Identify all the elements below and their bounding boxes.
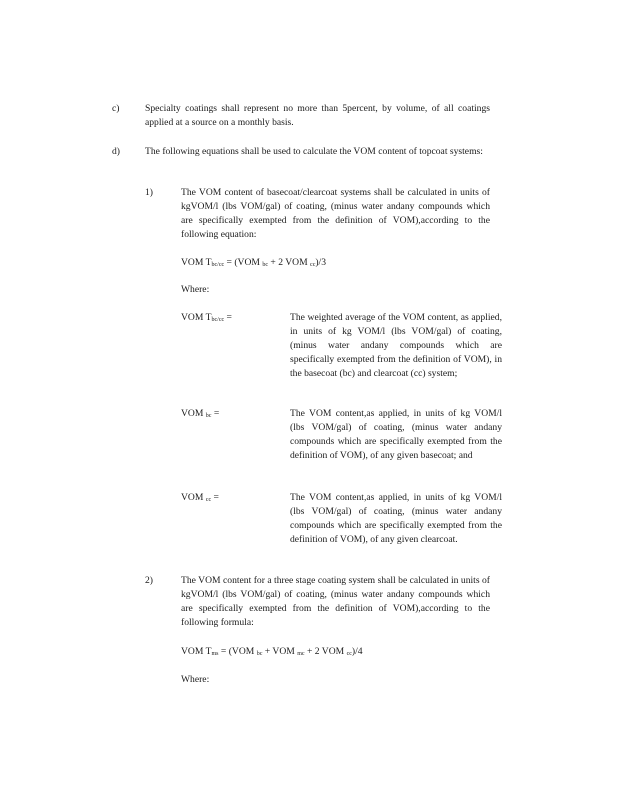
equation-mid-subscript: bc (262, 262, 269, 268)
equation-lhs-subscript: bc/cc (211, 262, 225, 268)
sub-2-text: The VOM content for a three stage coating system shall be calculated in units of kgVOM/l (lbs VOM/gal) of coating, (minus water andany compounds which are specifically exempted from the definition of VOM),according to the following formula: (181, 575, 490, 628)
definition-equals: = (211, 492, 219, 503)
item-d-text: The following equations shall be used to calculate the VOM content of topcoat systems: (145, 146, 483, 157)
equation-tail-subscript: cc (310, 262, 316, 268)
equation-end: )/3 (315, 257, 327, 268)
equation-mid-subscript: bc (256, 651, 263, 657)
definition-term-text: VOM (181, 408, 206, 419)
equation-tail2: + 2 VOM (304, 646, 347, 657)
equation-tail-subscript: mc (297, 651, 305, 657)
definition-term-text: VOM (181, 492, 206, 503)
equation-mid: = (VOM (224, 257, 263, 268)
definition-term-vom-t-bc-cc (181, 311, 232, 325)
definition-term-subscript: bc/cc (211, 317, 225, 323)
definition-equals: = (224, 312, 232, 323)
where-label-1: Where: (181, 284, 210, 295)
item-c-marker: c) (112, 103, 120, 114)
equation-ms (181, 645, 363, 659)
definition-term-vom-bc (181, 407, 219, 421)
item-d-marker: d) (112, 146, 120, 157)
definition-text-vom-cc: The VOM content,as applied, in units of kg VOM/l (lbs VOM/gal) of coating, (minus water andany compounds which are specifically exempted from the definition of VOM), of any given clearcoat. (290, 492, 502, 545)
definition-equals: = (211, 408, 220, 419)
item-c-text: Specialty coatings shall represent no more than 5percent, by volume, of all coatings applied at a source on a monthly basis. (145, 103, 490, 128)
equation-lhs: VOM T (181, 257, 212, 268)
equation-end: )/4 (351, 646, 363, 657)
sub-2-marker: 2) (145, 575, 153, 586)
equation-tail: + VOM (262, 646, 298, 657)
definition-term-text: VOM T (181, 312, 212, 323)
equation-tail: + 2 VOM (268, 257, 311, 268)
definition-text-vom-t-bc-cc: The weighted average of the VOM content, as applied, in units of kg VOM/l (lbs VOM/gal) of coating, (minus water andany compounds which are specifically exempted from the definition of VOM), in the basecoat (bc) and clearcoat (cc) system; (290, 312, 502, 379)
equation-bc-cc (181, 256, 326, 270)
equation-tail2-subscript: cc (346, 651, 352, 657)
equation-lhs-subscript: ms (211, 651, 219, 657)
definition-term-subscript: cc (205, 497, 212, 503)
definition-text-vom-bc: The VOM content,as applied, in units of kg VOM/l (lbs VOM/gal) of coating, (minus water andany compounds which are specifically exempted from the definition of VOM), of any given basecoat; and (290, 408, 502, 461)
definition-term-subscript: bc (205, 413, 212, 419)
sub-1-text: The VOM content of basecoat/clearcoat systems shall be calculated in units of kgVOM/l (lbs VOM/gal) of coating, (minus water andany compounds which are specifically exempted from the definition of VOM),according to the following equation: (181, 187, 490, 240)
definition-term-vom-cc (181, 491, 219, 505)
equation-mid: = (VOM (218, 646, 257, 657)
sub-1-marker: 1) (145, 187, 153, 198)
equation-lhs: VOM T (181, 646, 212, 657)
where-label-2: Where: (181, 674, 210, 685)
